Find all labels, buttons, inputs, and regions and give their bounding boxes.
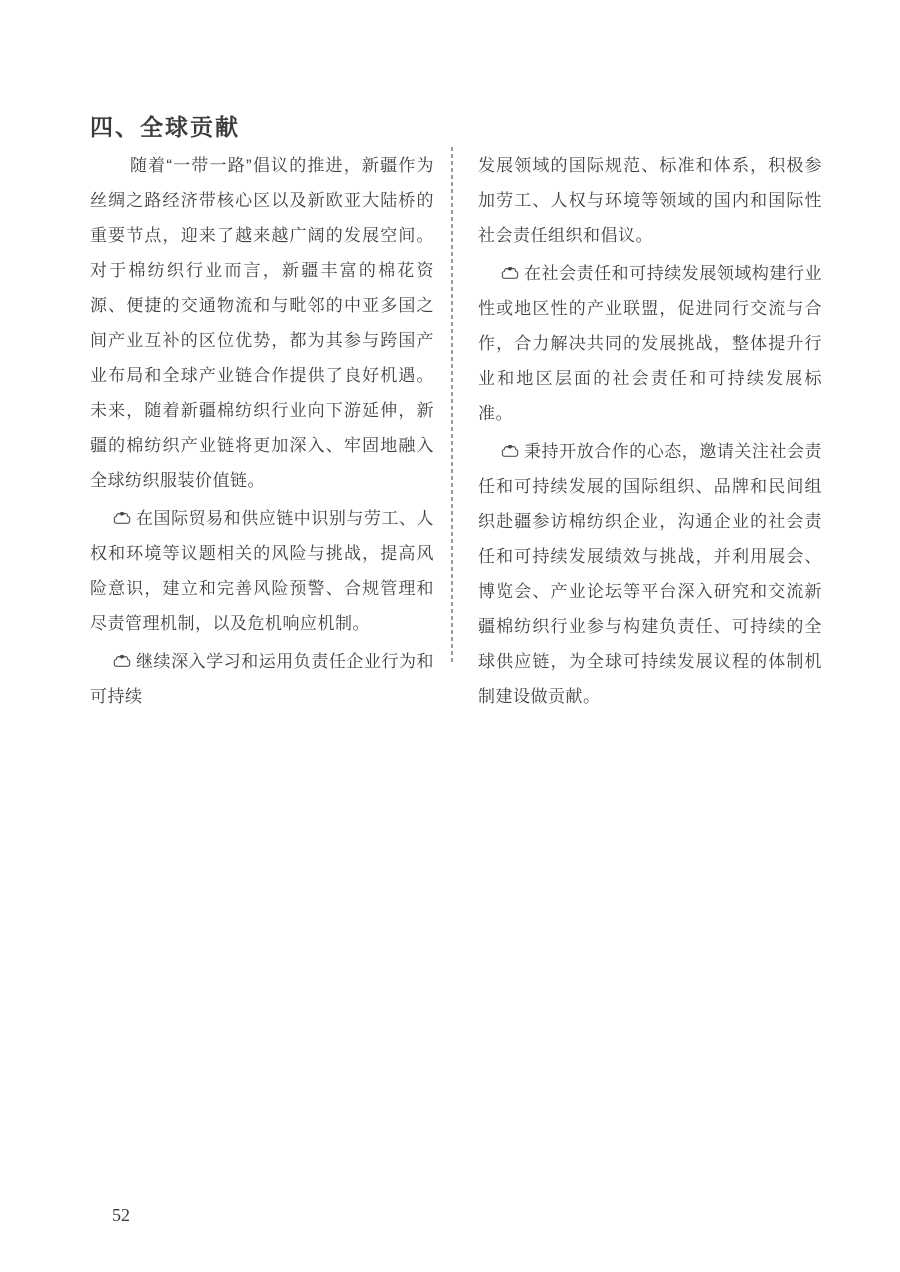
section-heading: 四、全球贡献 [90, 114, 240, 140]
right-column [478, 148, 822, 714]
bullet-paragraph [478, 434, 822, 714]
cotton-boll-icon [113, 654, 131, 668]
paragraph-text: 随着“一带一路”倡议的推进，新疆作为丝绸之路经济带核心区以及新欧亚大陆桥的重要节点，迎来了越来越广阔的发展空间。对于棉纺织行业而言，新疆丰富的棉花资源、便捷的交通物流和与毗邻的中亚多国之间产业互补的区位优势，都为其参与跨国产业布局和全球产业链合作提供了良好机遇。未来，随着新疆棉纺织行业向下游延伸，新疆的棉纺织产业链将更加深入、牢固地融入全球纺织服装价值链。 [90, 156, 434, 490]
paragraph-text: 在国际贸易和供应链中识别与劳工、人权和环境等议题相关的风险与挑战，提高风险意识，建立和完善风险预警、合规管理和尽责管理机制，以及危机响应机制。 [90, 509, 434, 633]
cotton-boll-icon [501, 444, 519, 458]
bullet-paragraph [90, 644, 434, 714]
cotton-boll-icon [501, 266, 519, 280]
bullet-paragraph [478, 256, 822, 431]
paragraph-text: 继续深入学习和运用负责任企业行为和可持续 [90, 652, 434, 706]
body-paragraph [90, 148, 434, 498]
paragraph-text: 发展领域的国际规范、标准和体系，积极参加劳工、人权与环境等领域的国内和国际性社会责任组织和倡议。 [478, 156, 822, 245]
left-column [90, 148, 434, 714]
paragraph-text: 秉持开放合作的心态，邀请关注社会责任和可持续发展的国际组织、品牌和民间组织赴疆参访棉纺织企业，沟通企业的社会责任和可持续发展绩效与挑战，并利用展会、博览会、产业论坛等平台深入研究和交流新疆棉纺织行业参与构建负责任、可持续的全球供应链，为全球可持续发展议程的体制机制建设做贡献。 [478, 442, 822, 706]
paragraph-text: 在社会责任和可持续发展领域构建行业性或地区性的产业联盟，促进同行交流与合作，合力解决共同的发展挑战，整体提升行业和地区层面的社会责任和可持续发展标准。 [478, 264, 822, 423]
cotton-boll-icon [113, 511, 131, 525]
body-paragraph [478, 148, 822, 253]
bullet-paragraph [90, 501, 434, 641]
page-number: 52 [112, 1205, 130, 1225]
column-divider [451, 147, 453, 662]
